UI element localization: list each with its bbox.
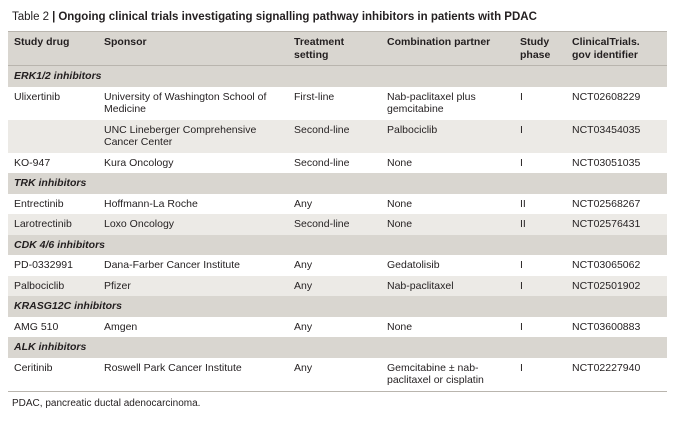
clinical-trials-table [8,31,667,391]
column-header-study-phase: Study phase [514,32,566,66]
cell-treatment-setting: Any [288,317,381,338]
cell-nct-identifier: NCT02608229 [566,87,667,120]
cell-combination-partner: None [381,194,514,215]
cell-study-phase: I [514,153,566,174]
cell-combination-partner: None [381,317,514,338]
table-body [8,66,667,391]
cell-combination-partner: Nab-paclitaxel plus gemcitabine [381,87,514,120]
cell-study-drug: Larotrectinib [8,214,98,235]
cell-treatment-setting: Any [288,276,381,297]
cell-study-phase: I [514,87,566,120]
table-caption [8,8,667,31]
table-row [8,214,667,235]
cell-treatment-setting: Any [288,194,381,215]
cell-study-drug: Ulixertinib [8,87,98,120]
table-section-label: ERK1/2 inhibitors [8,66,667,87]
cell-study-drug: Entrectinib [8,194,98,215]
column-header-study-drug: Study drug [8,32,98,66]
cell-combination-partner: Gedatolisib [381,255,514,276]
cell-treatment-setting: Second-line [288,214,381,235]
cell-sponsor: Amgen [98,317,288,338]
cell-sponsor: UNC Lineberger Comprehensive Cancer Center [98,120,288,153]
cell-combination-partner: Nab-paclitaxel [381,276,514,297]
cell-sponsor: Roswell Park Cancer Institute [98,358,288,391]
cell-study-phase: I [514,358,566,391]
cell-study-drug: PD-0332991 [8,255,98,276]
table-row [8,276,667,297]
cell-combination-partner: Gemcitabine ± nab-paclitaxel or cisplatin [381,358,514,391]
table-section-row [8,296,667,317]
table-section-row [8,173,667,194]
cell-nct-identifier: NCT03065062 [566,255,667,276]
cell-treatment-setting: Second-line [288,153,381,174]
table-section-row [8,235,667,256]
cell-study-phase: I [514,317,566,338]
table-section-row [8,66,667,87]
cell-study-phase: I [514,255,566,276]
table-header [8,32,667,66]
table-row [8,87,667,120]
column-header-treatment-setting: Treatment setting [288,32,381,66]
cell-treatment-setting: Second-line [288,120,381,153]
cell-study-drug: AMG 510 [8,317,98,338]
cell-treatment-setting: First-line [288,87,381,120]
table-header-row [8,32,667,66]
cell-study-phase: I [514,120,566,153]
cell-sponsor: Loxo Oncology [98,214,288,235]
cell-nct-identifier: NCT02576431 [566,214,667,235]
cell-combination-partner: Palbociclib [381,120,514,153]
table-section-row [8,337,667,358]
cell-treatment-setting: Any [288,358,381,391]
table-section-label: ALK inhibitors [8,337,667,358]
cell-nct-identifier: NCT02227940 [566,358,667,391]
column-header-nct-identifier: ClinicalTrials. gov identifier [566,32,667,66]
table-section-label: TRK inhibitors [8,173,667,194]
table-footnote: PDAC, pancreatic ductal adenocarcinoma. [8,391,667,410]
cell-study-drug [8,120,98,153]
cell-study-drug: Ceritinib [8,358,98,391]
cell-sponsor: Hoffmann-La Roche [98,194,288,215]
table-caption-separator: | [52,11,56,23]
cell-study-phase: I [514,276,566,297]
table-row [8,120,667,153]
cell-nct-identifier: NCT03600883 [566,317,667,338]
table-row [8,153,667,174]
table-section-label: CDK 4/6 inhibitors [8,235,667,256]
cell-sponsor: Dana-Farber Cancer Institute [98,255,288,276]
table-section-label: KRASG12C inhibitors [8,296,667,317]
cell-nct-identifier: NCT03051035 [566,153,667,174]
cell-study-phase: II [514,214,566,235]
cell-treatment-setting: Any [288,255,381,276]
cell-study-drug: Palbociclib [8,276,98,297]
table-caption-title: Ongoing clinical trials investigating signalling pathway inhibitors in patients with PDAC [58,11,537,23]
cell-sponsor: Pfizer [98,276,288,297]
table-row [8,194,667,215]
column-header-sponsor: Sponsor [98,32,288,66]
cell-sponsor: Kura Oncology [98,153,288,174]
clinical-trials-table-wrapper [8,31,667,391]
table-row [8,317,667,338]
cell-nct-identifier: NCT02568267 [566,194,667,215]
table-caption-label: Table 2 [12,11,50,23]
column-header-combination-partner: Combination partner [381,32,514,66]
cell-combination-partner: None [381,214,514,235]
cell-study-drug: KO-947 [8,153,98,174]
table-row [8,255,667,276]
cell-sponsor: University of Washington School of Medicine [98,87,288,120]
cell-nct-identifier: NCT03454035 [566,120,667,153]
cell-nct-identifier: NCT02501902 [566,276,667,297]
cell-combination-partner: None [381,153,514,174]
table-row [8,358,667,391]
cell-study-phase: II [514,194,566,215]
